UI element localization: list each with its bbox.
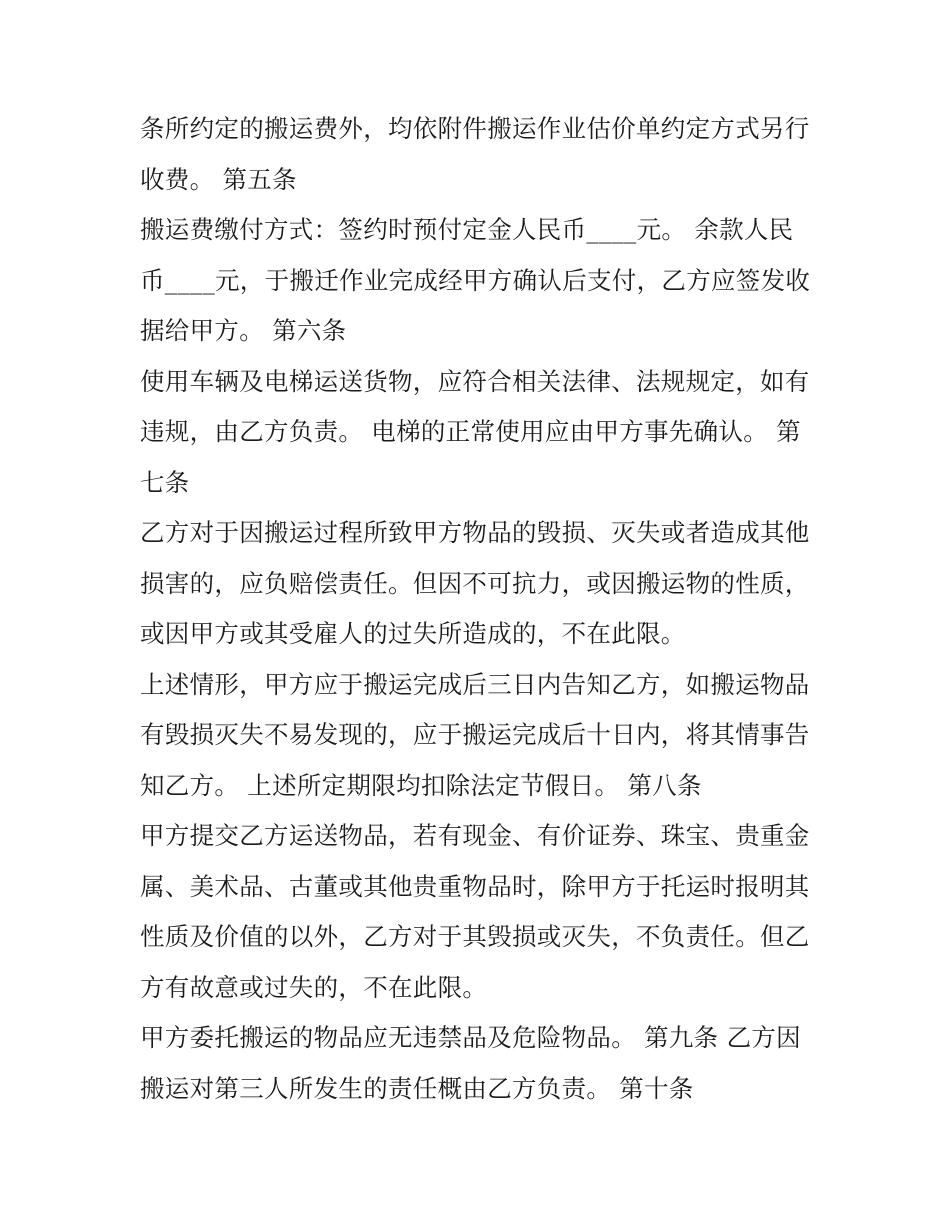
text-line: 违规，由乙方负责。 电梯的正常使用应由甲方事先确认。 第 [140,417,801,446]
text-line: 收费。 第五条 [140,164,297,194]
text-line: 搬运费缴付方式：签约时预付定金人民币____元。 余款人民 [140,215,794,244]
text-line: 甲方委托搬运的物品应无违禁品及危险物品。 第九条 乙方因 [140,1023,801,1052]
text-line: 币____元，于搬迁作业完成经甲方确认后支付，乙方应签发收 [140,265,811,295]
text-line: 据给甲方。 第六条 [140,316,347,345]
text-line: 性质及价值的以外，乙方对于其毁损或灭失，不负责任。但乙 [140,922,810,951]
text-line: 使用车辆及电梯运送货物，应符合相关法律、法规规定，如有 [140,366,810,396]
text-line: 上述情形，甲方应于搬运完成后三日内告知乙方，如搬运物品 [140,669,810,699]
text-line: 属、美术品、古董或其他贵重物品时，除甲方于托运时报明其 [140,871,810,901]
text-line: 知乙方。 上述所定期限均扣除法定节假日。 第八条 [140,770,702,800]
text-line: 七条 [140,467,190,497]
text-line: 搬运对第三人所发生的责任概由乙方负责。 第十条 [140,1073,694,1103]
text-line: 甲方提交乙方运送物品，若有现金、有价证券、珠宝、贵重金 [140,821,810,850]
text-line: 损害的，应负赔偿责任。但因不可抗力，或因搬运物的性质， [140,568,810,598]
text-line: 有毁损灭失不易发现的，应于搬运完成后十日内，将其情事告 [140,720,810,749]
text-line: 或因甲方或其受雇人的过失所造成的，不在此限。 [140,619,686,648]
document-body [140,104,820,1114]
text-line: 乙方对于因搬运过程所致甲方物品的毁损、灭失或者造成其他 [140,518,810,547]
text-line: 方有故意或过失的，不在此限。 [140,972,488,1002]
text-line: 条所约定的搬运费外，均依附件搬运作业估价单约定方式另行 [140,114,810,143]
